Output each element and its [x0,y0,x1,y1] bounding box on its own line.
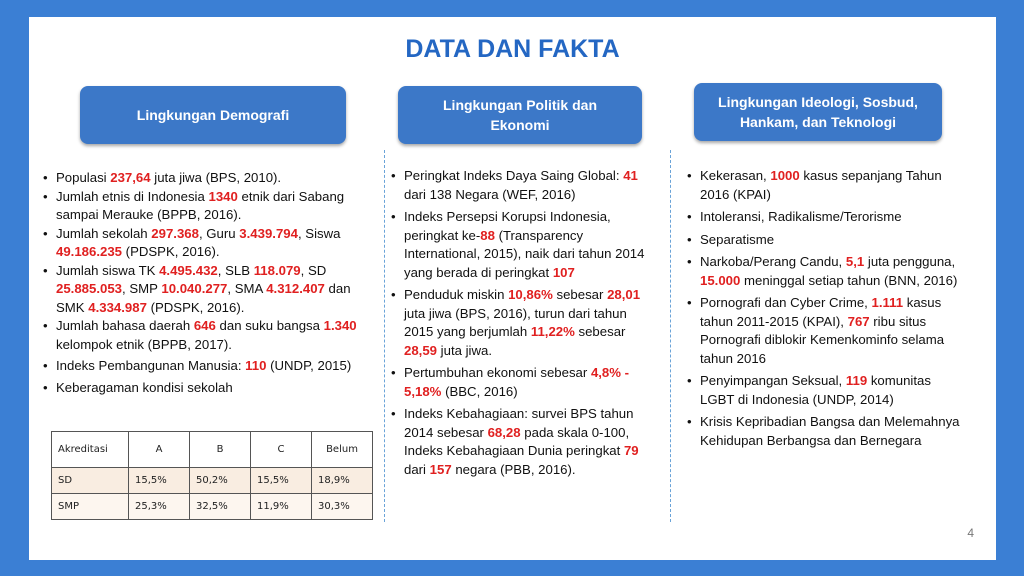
highlight-value: 767 [847,313,870,329]
highlight-value: 25.885.053 [56,281,123,296]
highlight-value: 4.495.432 [159,262,218,278]
highlight-value: 1.340 [323,318,357,333]
highlight-value: 118.079 [253,262,301,278]
list-item: • Separatisme [687,231,963,250]
highlight-value: 28,59 [404,342,438,358]
highlight-value: 88 [480,227,495,243]
highlight-value: 10,86% [508,287,553,302]
table-row [52,494,373,520]
highlight-value: 3.439.794 [239,225,298,241]
highlight-value: 49.186.235 [56,244,123,259]
highlight-value: 41 [623,168,638,183]
ideologi-list [687,167,963,450]
table-cell: 32,5% [190,494,251,520]
highlight-value: 237,64 [110,170,151,185]
list-item: • Pornografi dan Cyber Crime, 1.111 kasus tahun 2011-2015 (KPAI), 767 ribu situs Pornografi diblokir Kemenkominfo selama tahun 2016 [687,294,963,368]
list-item: • Kekerasan, 1000 kasus sepanjang Tahun 2016 (KPAI) [687,167,963,204]
highlight-value: 119 [845,373,868,388]
accreditation-table [51,431,373,520]
list-item: • Jumlah bahasa daerah 646 dan suku bangsa 1.340 kelompok etnik (BPPB, 2017). [43,317,373,354]
header-politik-ekonomi: Lingkungan Politik dan Ekonomi [398,86,642,144]
slide [29,17,996,560]
highlight-value: 1.111 [871,295,904,310]
list-item: • Jumlah siswa TK 4.495.432, SLB 118.079, SD 25.885.053, SMP 10.040.277, SMA 4.312.407 dan SMK 4.334.987 (PDSPK, 2016). [43,262,373,318]
demografi-list [43,169,373,397]
list-item: • Indeks Kebahagiaan: survei BPS tahun 2014 sebesar 68,28 pada skala 0-100, Indeks Kebahagiaan Dunia peringkat 79 dari 157 negara (PBB, 2016). [391,405,657,479]
highlight-value: 11,22% [530,324,575,339]
column-divider-left [384,150,385,522]
table-header-row [52,432,373,468]
highlight-value: 107 [552,264,575,280]
list-item: • Krisis Kepribadian Bangsa dan Melemahnya Kehidupan Berbangsa dan Bernegara [687,413,963,450]
highlight-value: 4,8% - 5,18% [404,365,630,399]
highlight-value: 5,1 [845,254,865,269]
highlight-value: 110 [245,358,267,373]
table-cell: 50,2% [190,468,251,494]
table-cell: 11,9% [251,494,312,520]
list-item: • Pertumbuhan ekonomi sebesar 4,8% - 5,18% (BBC, 2016) [391,364,657,401]
list-item: • Indeks Persepsi Korupsi Indonesia, peringkat ke-88 (Transparency International, 2015), naik dari tahun 2014 yang berada di peringkat 107 [391,208,657,282]
table-row [52,468,373,494]
column-divider-right [670,150,671,522]
table-cell: 18,9% [312,468,373,494]
list-item: • Intoleransi, Radikalisme/Terorisme [687,208,963,227]
highlight-value: 646 [193,318,216,333]
table-cell: 25,3% [129,494,190,520]
list-item: • Penyimpangan Seksual, 119 komunitas LGBT di Indonesia (UNDP, 2014) [687,372,963,409]
politik-ekonomi-list [391,167,657,479]
highlight-value: 1340 [208,188,238,204]
highlight-value: 68,28 [487,424,521,440]
table-header-cell: B [190,432,251,468]
table-cell: 15,5% [251,468,312,494]
table-cell: SD [52,468,129,494]
highlight-value: 4.312.407 [266,281,325,296]
list-item: • Jumlah etnis di Indonesia 1340 etnik dari Sabang sampai Merauke (BPPB, 2016). [43,188,373,225]
highlight-value: 297.368 [151,225,199,241]
page-title: DATA DAN FAKTA [405,35,620,63]
header-ideologi: Lingkungan Ideologi, Sosbud, Hankam, dan Teknologi [694,83,942,141]
highlight-value: 157 [429,461,452,477]
table-header-cell: Belum [312,432,373,468]
page-number: 4 [967,526,974,540]
table-header-cell: Akreditasi [52,432,129,468]
highlight-value: 28,01 [607,287,641,302]
table-header-cell: A [129,432,190,468]
highlight-value: 1000 [770,168,800,183]
list-item: • Narkoba/Perang Candu, 5,1 juta pengguna, 15.000 meninggal setiap tahun (BNN, 2016) [687,253,963,290]
list-item: • Keberagaman kondisi sekolah [43,379,373,398]
header-demografi: Lingkungan Demografi [80,86,346,144]
list-item: • Jumlah sekolah 297.368, Guru 3.439.794, Siswa 49.186.235 (PDSPK, 2016). [43,225,373,262]
list-item: • Penduduk miskin 10,86% sebesar 28,01 juta jiwa (BPS, 2016), turun dari tahun 2015 yang berjumlah 11,22% sebesar 28,59 juta jiwa. [391,286,657,360]
table-cell: SMP [52,494,129,520]
highlight-value: 4.334.987 [88,299,147,315]
list-item: • Populasi 237,64 juta jiwa (BPS, 2010). [43,169,373,188]
highlight-value: 15.000 [700,272,741,288]
highlight-value: 10.040.277 [161,281,228,296]
highlight-value: 79 [623,443,639,458]
list-item: • Indeks Pembangunan Manusia: 110 (UNDP, 2015) [43,357,373,376]
list-item: • Peringkat Indeks Daya Saing Global: 41 dari 138 Negara (WEF, 2016) [391,167,657,204]
table-cell: 30,3% [312,494,373,520]
table-cell: 15,5% [129,468,190,494]
table-header-cell: C [251,432,312,468]
